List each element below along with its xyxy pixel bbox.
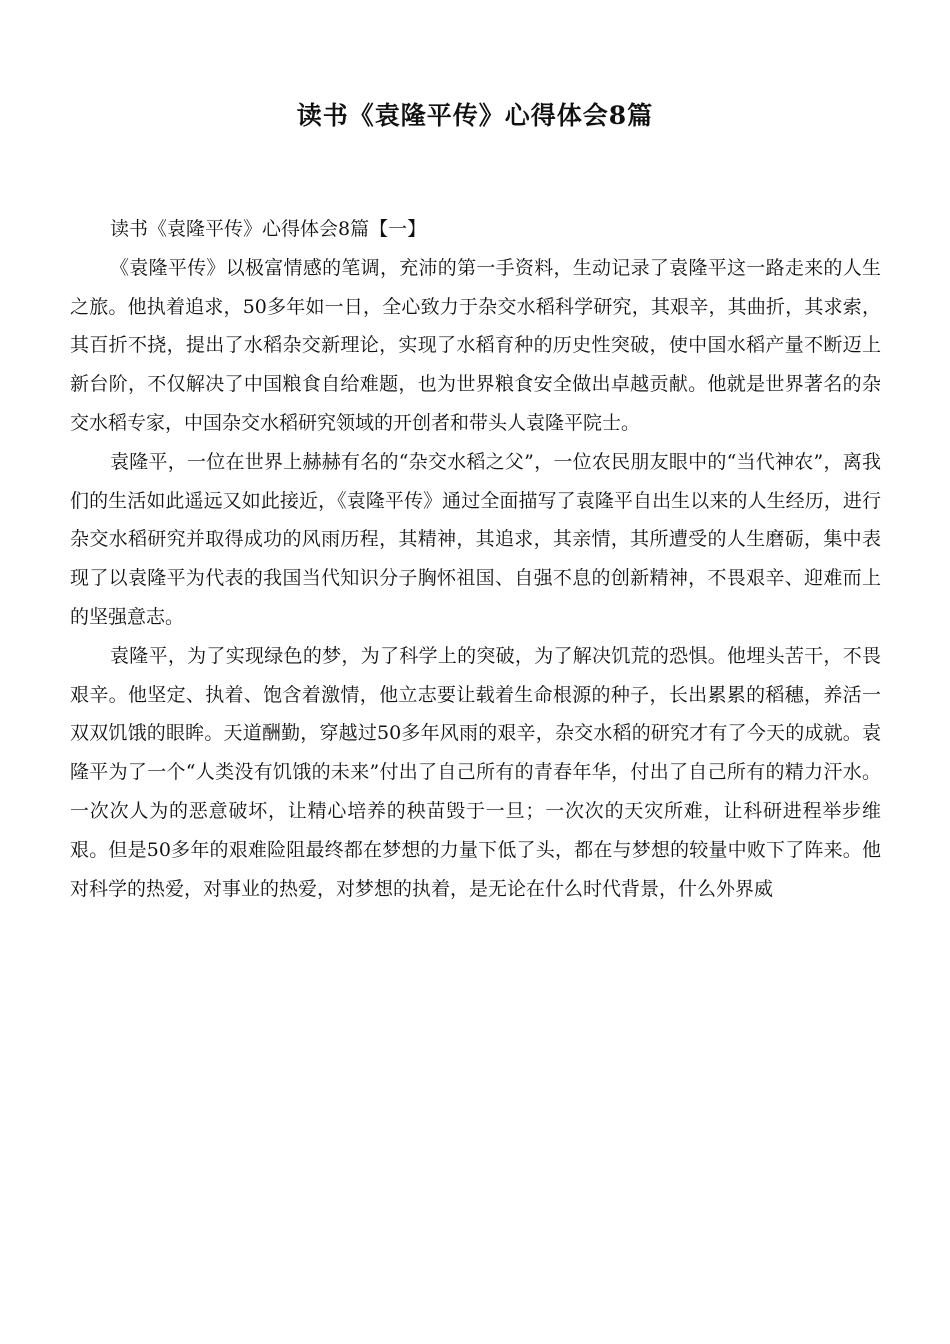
section-heading: 读书《袁隆平传》心得体会8篇【一】 xyxy=(110,218,427,240)
paragraph-1: 《袁隆平传》以极富情感的笔调，充沛的第一手资料，生动记录了袁隆平这一路走来的人生之旅。他执着追求，50多年如一日，全心致力于杂交水稻科学研究，其艰辛，其曲折，其求索，其百折不挠，提出了水稻杂交新理论，实现了水稻育种的历史性突破，使中国水稻产量不断迈上新台阶，不仅解决了中国粮食自给难题，也为世界粮食安全做出卓越贡献。他就是世界著名的杂交水稻专家，中国杂交水稻研究领域的开创者和带头人袁隆平院士。 xyxy=(70,256,881,434)
document-title: 读书《袁隆平传》心得体会8篇 xyxy=(296,101,654,130)
paragraph-3: 袁隆平，为了实现绿色的梦，为了科学上的突破，为了解决饥荒的恐惧。他埋头苦干，不畏艰辛。他坚定、执着、饱含着激情，他立志要让载着生命根源的种子，长出累累的稻穗，养活一双双饥饿的眼眸。天道酬勤，穿越过50多年风雨的艰辛，杂交水稻的研究才有了今天的成就。袁隆平为了一个“人类没有饥饿的未来”付出了自己所有的青春年华，付出了自己所有的精力汗水。一次次人为的恶意破坏，让精心培养的秧苗毁于一旦；一次次的天灾所难，让科研进程举步维艰。但是50多年的艰难险阻最终都在梦想的力量下低了头，都在与梦想的较量中败下了阵来。他对科学的热爱，对事业的热爱，对梦想的执着，是无论在什么时代背景，什么外界威 xyxy=(70,644,881,900)
document-body xyxy=(70,210,881,908)
paragraph-2: 袁隆平，一位在世界上赫赫有名的“杂交水稻之父”，一位农民朋友眼中的“当代神农”，离我们的生活如此遥远又如此接近，《袁隆平传》通过全面描写了袁隆平自出生以来的人生经历，进行杂交水稻研究并取得成功的风雨历程，其精神，其追求，其亲情，其所遭受的人生磨砺，集中表现了以袁隆平为代表的我国当代知识分子胸怀祖国、自强不息的创新精神，不畏艰辛、迎难而上的坚强意志。 xyxy=(70,450,881,628)
